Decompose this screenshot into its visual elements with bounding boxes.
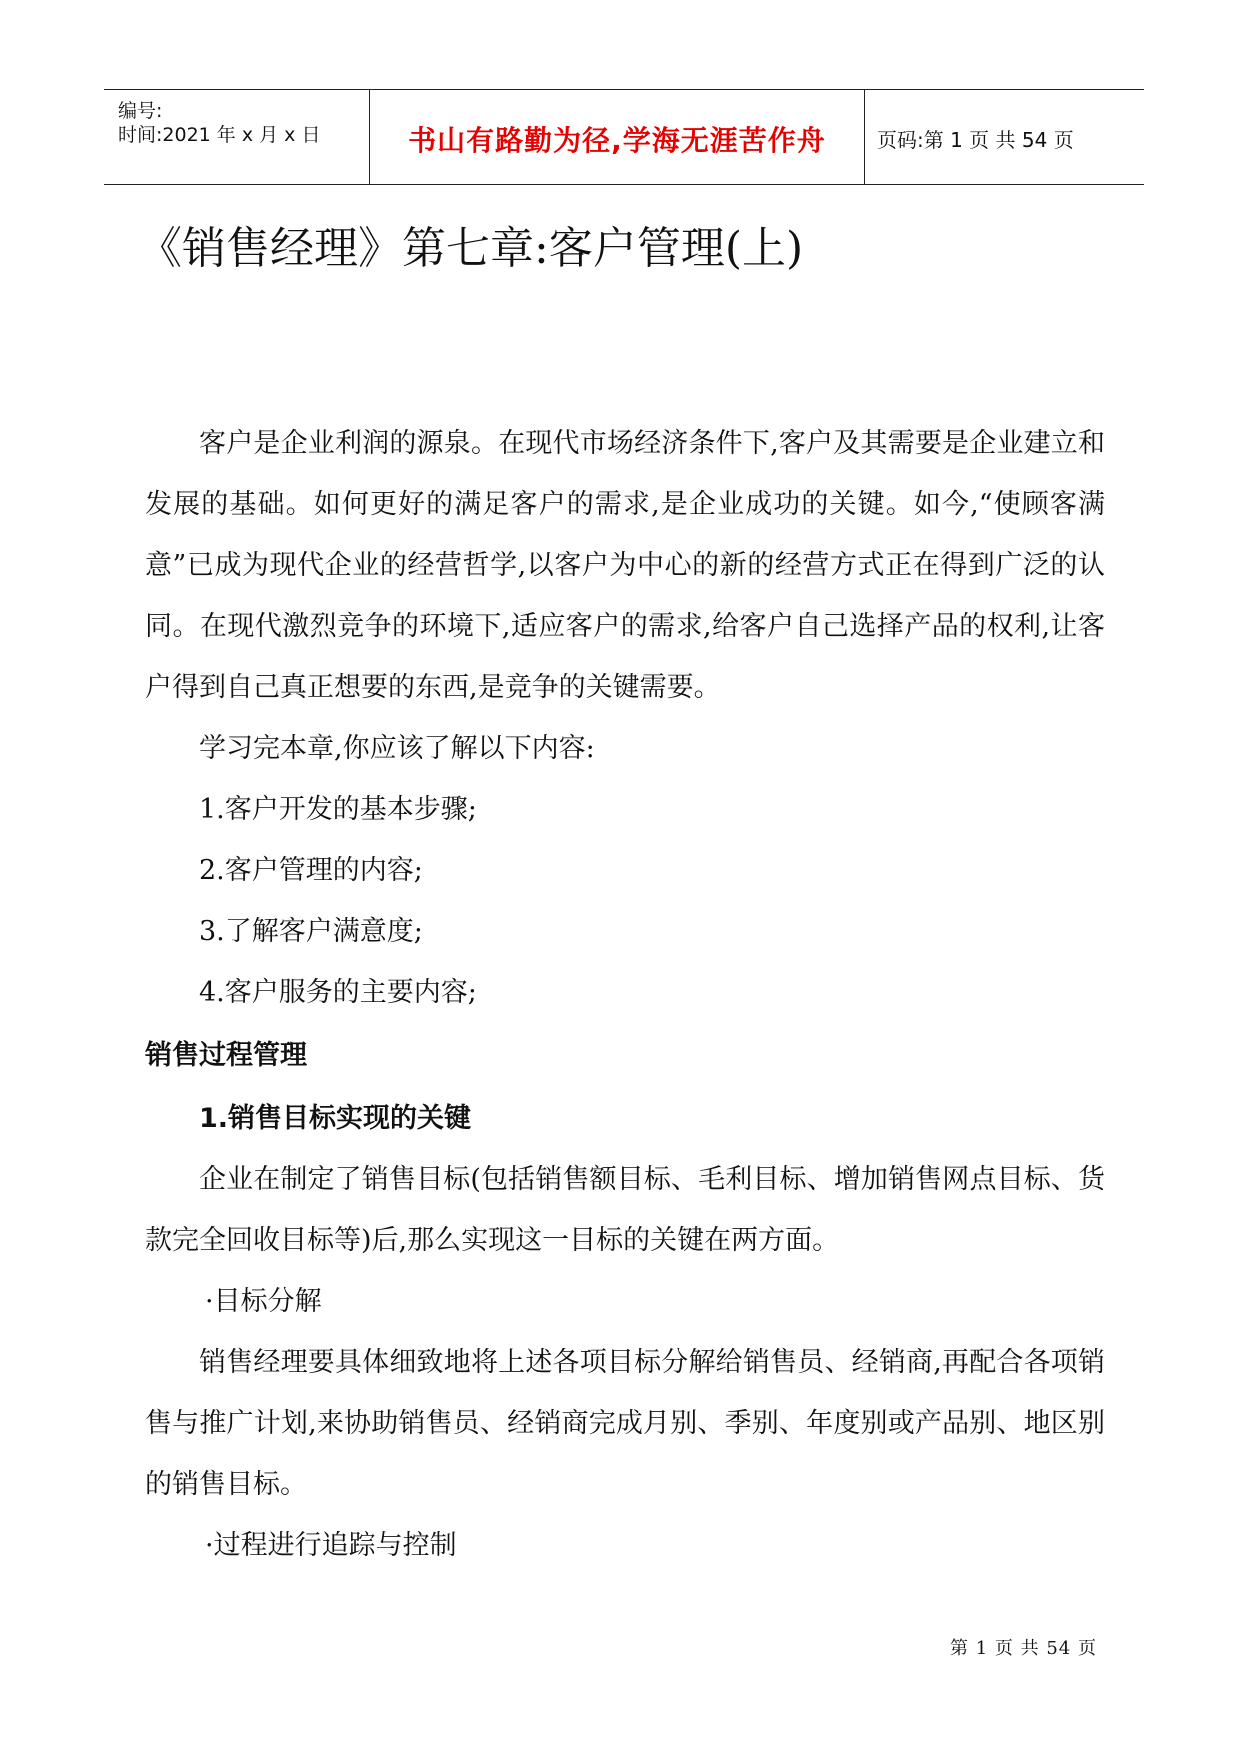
header-motto: 书山有路勤为径,学海无涯苦作舟 [408, 124, 826, 157]
study-intro: 学习完本章,你应该了解以下内容: [199, 733, 595, 764]
document-body [145, 413, 1105, 1576]
document-header [104, 89, 1144, 185]
chapter-title: 《销售经理》第七章:客户管理(上) [138, 223, 804, 274]
subsection-heading: 1.销售目标实现的关键 [199, 1103, 472, 1134]
section-heading: 销售过程管理 [145, 1040, 307, 1071]
objective-item: 2.客户管理的内容; [199, 855, 423, 886]
document-time-label: 时间:2021 年 x 月 x 日 [118, 124, 321, 146]
header-info-cell [104, 90, 370, 184]
subsection-paragraph: 企业在制定了销售目标(包括销售额目标、毛利目标、增加销售网点目标、货款完全回收目标等)后,那么实现这一目标的关键在两方面。 [145, 1164, 1105, 1256]
intro-paragraph: 客户是企业利润的源泉。在现代市场经济条件下,客户及其需要是企业建立和发展的基础。如何更好的满足客户的需求,是企业成功的关键。如今,“使顾客满意”已成为现代企业的经营哲学,以客户为中心的新的经营方式正在得到广泛的认同。在现代激烈竞争的环境下,适应客户的需求,给客户自己选择产品的权利,让客户得到自己真正想要的东西,是竞争的关键需要。 [145, 428, 1105, 703]
header-page-reference: 页码:第 1 页 共 54 页 [877, 128, 1074, 152]
objective-item: 4.客户服务的主要内容; [199, 977, 477, 1008]
header-motto-cell [370, 90, 865, 184]
objective-item: 3.了解客户满意度; [199, 916, 423, 947]
page-footer: 第 1 页 共 54 页 [950, 1638, 1097, 1659]
header-page-cell [865, 90, 1144, 184]
bullet-target-decomposition: ·目标分解 [205, 1286, 322, 1317]
bullet-target-paragraph: 销售经理要具体细致地将上述各项目标分解给销售员、经销商,再配合各项销售与推广计划,来协助销售员、经销商完成月别、季别、年度别或产品别、地区别的销售目标。 [145, 1347, 1105, 1500]
document-number-label: 编号: [118, 100, 163, 122]
bullet-process-tracking: ·过程进行追踪与控制 [205, 1530, 457, 1561]
objective-item: 1.客户开发的基本步骤; [199, 794, 477, 825]
